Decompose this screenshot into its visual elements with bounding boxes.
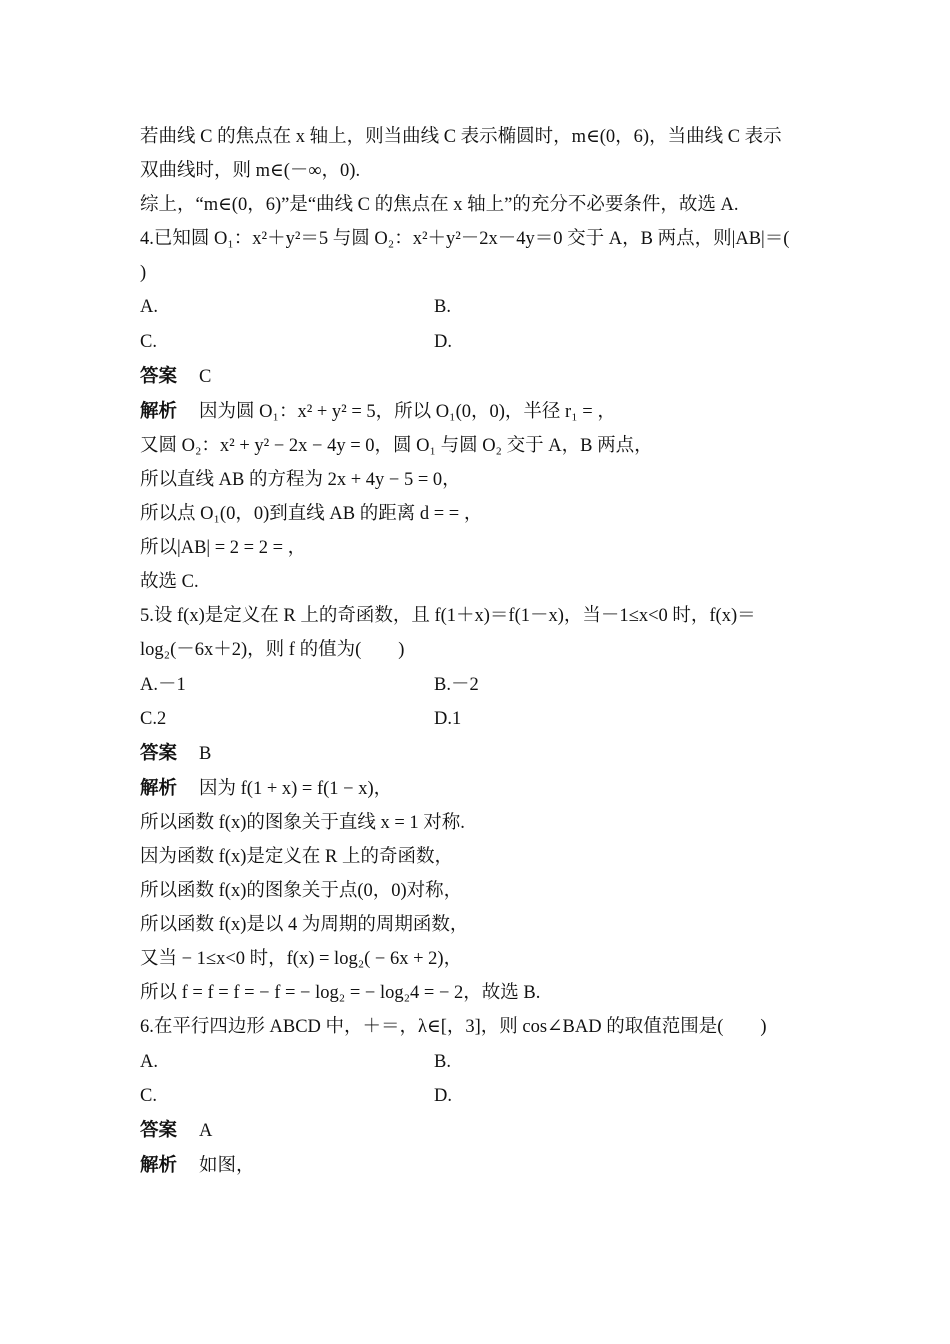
answer-label: 答案 — [140, 741, 178, 763]
q4-analysis-line: 故选 C. — [140, 572, 199, 593]
q4-options-row — [140, 290, 812, 324]
answer-value: B — [199, 743, 212, 764]
q5-options-row — [140, 668, 812, 702]
q6-option-c: C. — [140, 1085, 157, 1106]
q4-answer — [140, 359, 812, 394]
q6-analysis-line — [140, 1148, 812, 1183]
q4-analysis-line — [140, 394, 812, 429]
q5-option-b: B.－2 — [434, 674, 479, 695]
q5-analysis-line: 所以函数 f(x)的图象关于点(0，0)对称， — [140, 881, 463, 902]
analysis-label: 解析 — [140, 1153, 178, 1175]
q4-analysis-line: 所以直线 AB 的方程为 2x + 4y − 5 = 0， — [140, 469, 461, 490]
question-4-stem: 4.已知圆 O₁：x²＋y²＝5 与圆 O₂：x²＋y²－2x－4y＝0 交于 A，B 两点，则|AB|＝( — [140, 229, 790, 250]
q5-analysis-line — [140, 771, 812, 806]
q5-option-a: A.－1 — [140, 674, 186, 695]
q4-analysis-line: 所以|AB| = 2 = 2 = ， — [140, 538, 307, 559]
q4-analysis-line: 又圆 O₂：x² + y² − 2x − 4y = 0，圆 O₁ 与圆 O₂ 交于 A，B 两点， — [140, 435, 653, 456]
q5-analysis-line: 又当 − 1≤x<0 时，f(x) = log₂( − 6x + 2)， — [140, 949, 463, 970]
q5-analysis-line: 所以函数 f(x)是以 4 为周期的周期函数， — [140, 915, 469, 936]
analysis-label: 解析 — [140, 776, 178, 798]
q6-option-a: A. — [140, 1051, 158, 1072]
q5-analysis-line: 所以 f = f = f = − f = − log₂ = − log₂4 = − 2，故选 B. — [140, 983, 541, 1004]
q6-option-d: D. — [434, 1085, 452, 1106]
text-line: 若曲线 C 的焦点在 x 轴上，则当曲线 C 表示椭圆时，m∈(0，6)，当曲线 C 表示 — [140, 127, 782, 147]
q5-analysis-line: 所以函数 f(x)的图象关于直线 x = 1 对称. — [140, 812, 465, 833]
q4-option-a: A. — [140, 297, 158, 318]
analysis-label: 解析 — [140, 399, 178, 421]
q5-option-d: D.1 — [434, 708, 462, 729]
q6-options-row — [140, 1079, 812, 1113]
q4-analysis-line: 所以点 O₁(0，0)到直线 AB 的距离 d = = ， — [140, 504, 483, 525]
text-line: 双曲线时，则 m∈(－∞，0). — [140, 161, 361, 182]
q4-option-b: B. — [434, 297, 451, 318]
q4-option-d: D. — [434, 331, 452, 352]
q4-options-row — [140, 325, 812, 359]
analysis-text: 因为 f(1 + x) = f(1 − x)， — [199, 778, 393, 799]
q4-option-c: C. — [140, 331, 157, 352]
question-5-stem-cont: log₂(－6x＋2)，则 f 的值为( ) — [140, 640, 405, 661]
question-6-stem: 6.在平行四边形 ABCD 中，＋＝，λ∈[，3]，则 cos∠BAD 的取值范围是( ) — [140, 1017, 767, 1038]
question-4-stem-cont: ) — [140, 263, 147, 284]
q5-options-row — [140, 702, 812, 736]
q6-answer — [140, 1113, 812, 1148]
q5-analysis-line: 因为函数 f(x)是定义在 R 上的奇函数， — [140, 846, 453, 867]
document-page — [140, 120, 812, 1183]
answer-value: C — [199, 366, 212, 387]
answer-label: 答案 — [140, 364, 178, 386]
text-line: 综上，“m∈(0，6)”是“曲线 C 的焦点在 x 轴上”的充分不必要条件，故选 A. — [140, 195, 739, 216]
answer-value: A — [199, 1120, 213, 1141]
q6-options-row — [140, 1045, 812, 1079]
answer-label: 答案 — [140, 1118, 178, 1140]
analysis-text: 如图， — [199, 1155, 255, 1176]
q5-answer — [140, 736, 812, 771]
q6-option-b: B. — [434, 1051, 451, 1072]
q5-option-c: C.2 — [140, 708, 167, 729]
analysis-text: 因为圆 O₁：x² + y² = 5，所以 O₁(0，0)，半径 r₁ = ， — [199, 401, 616, 422]
question-5-stem: 5.设 f(x)是定义在 R 上的奇函数，且 f(1＋x)＝f(1－x)，当－1≤x<0 时，f(x)＝ — [140, 606, 756, 627]
